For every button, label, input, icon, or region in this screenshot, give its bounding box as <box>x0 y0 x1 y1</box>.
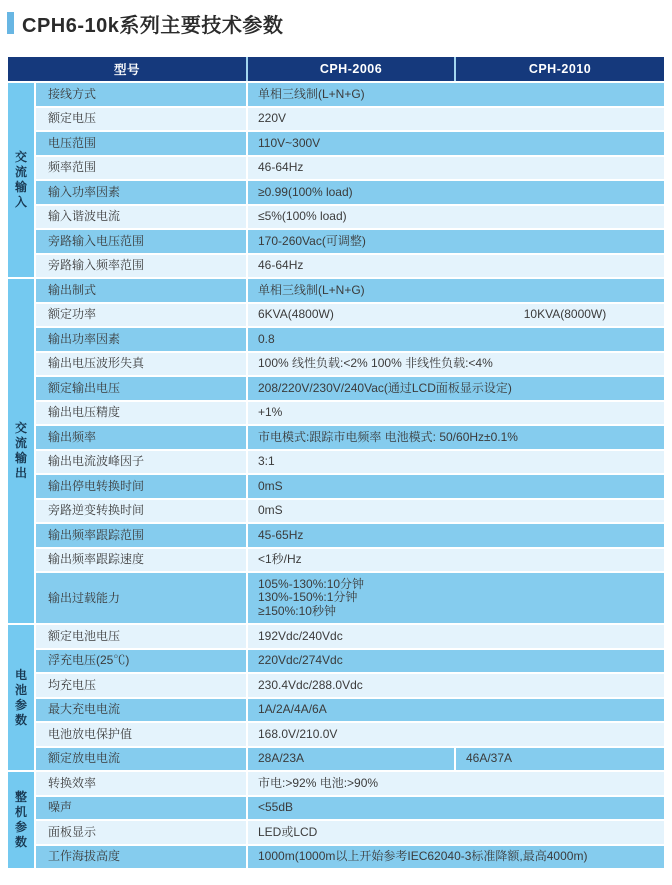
category-label-char: 池 <box>14 682 27 697</box>
spec-table <box>8 57 664 868</box>
param-label: 旁路输入频率范围 <box>36 255 246 278</box>
category-label-char: 参 <box>14 820 27 834</box>
param-label: 输出频率跟踪范围 <box>36 524 246 547</box>
param-value: 100% 线性负载:<2% 100% 非线性负载:<4% <box>248 353 664 376</box>
param-value-line: ≥150%:10秒钟 <box>258 603 336 618</box>
param-value-cph-2010: 10KVA(8000W) <box>523 307 607 322</box>
category-label-char: 流 <box>14 165 27 179</box>
header-cell-cph-2006: CPH-2006 <box>248 57 454 81</box>
category-label-char: 流 <box>14 436 27 450</box>
param-label: 最大充电电流 <box>36 699 246 722</box>
param-value: 220Vdc/274Vdc <box>248 650 664 673</box>
param-label: 噪声 <box>36 797 246 820</box>
param-value: 单相三线制(L+N+G) <box>248 83 664 106</box>
param-value-cph-2006: 6KVA(4800W) <box>258 307 334 322</box>
category-label-char: 输 <box>14 180 27 194</box>
param-label: 额定功率 <box>36 304 246 327</box>
category-label-char: 出 <box>14 466 27 480</box>
category-label-char: 数 <box>14 835 27 849</box>
param-label: 电池放电保护值 <box>36 723 246 746</box>
param-value: 1A/2A/4A/6A <box>248 699 664 722</box>
param-label: 输出频率 <box>36 426 246 449</box>
param-label: 额定输出电压 <box>36 377 246 400</box>
param-value: 45-65Hz <box>248 524 664 547</box>
param-value: 0mS <box>248 475 664 498</box>
param-value: 单相三线制(L+N+G) <box>248 279 664 302</box>
param-value: ≥0.99(100% load) <box>248 181 664 204</box>
param-label: 额定放电电流 <box>36 748 246 771</box>
table-header-row <box>8 57 664 81</box>
section-ac-input <box>8 83 34 277</box>
param-value: 170-260Vac(可调整) <box>248 230 664 253</box>
param-value: 110V~300V <box>248 132 664 155</box>
param-value-cph-2010: 46A/37A <box>456 748 664 771</box>
param-value: 3:1 <box>248 451 664 474</box>
param-value: 230.4Vdc/288.0Vdc <box>248 674 664 697</box>
param-value: 市电模式:跟踪市电频率 电池模式: 50/60Hz±0.1% <box>248 426 664 449</box>
param-value: <55dB <box>248 797 664 820</box>
param-value <box>248 304 664 327</box>
param-label: 输出电压精度 <box>36 402 246 425</box>
param-value: 46-64Hz <box>248 255 664 278</box>
param-label: 输出停电转换时间 <box>36 475 246 498</box>
category-label-char: 电 <box>14 667 27 682</box>
param-label: 输出频率跟踪速度 <box>36 549 246 572</box>
param-label: 浮充电压(25℃) <box>36 650 246 673</box>
param-value: 208/220V/230V/240Vac(通过LCD面板显示设定) <box>248 377 664 400</box>
param-label: 频率范围 <box>36 157 246 180</box>
header-cell-cph-2010: CPH-2010 <box>456 57 664 81</box>
category-label-char: 交 <box>14 421 27 435</box>
page-title-block <box>7 8 672 38</box>
param-value <box>248 573 664 623</box>
param-value: 0mS <box>248 500 664 523</box>
param-label: 输出电流波峰因子 <box>36 451 246 474</box>
param-label: 额定电池电压 <box>36 625 246 648</box>
param-value: 1000m(1000m以上开始参考IEC62040-3标准降额,最高4000m) <box>248 846 664 869</box>
param-value-line: 130%-150%:1分钟 <box>258 590 358 605</box>
table-body <box>8 83 664 868</box>
param-value: LED或LCD <box>248 821 664 844</box>
param-label: 旁路逆变转换时间 <box>36 500 246 523</box>
param-label: 转换效率 <box>36 772 246 795</box>
page-title: CPH6-10k系列主要技术参数 <box>22 14 284 37</box>
param-value: +1% <box>248 402 664 425</box>
param-label: 输入功率因素 <box>36 181 246 204</box>
param-label: 工作海拔高度 <box>36 846 246 869</box>
param-label: 输出过载能力 <box>36 573 246 623</box>
category-label-char: 整 <box>14 790 27 804</box>
param-value: 0.8 <box>248 328 664 351</box>
category-label-char: 入 <box>14 195 27 209</box>
category-label-char: 输 <box>14 451 27 465</box>
category-label-char: 机 <box>14 805 27 819</box>
param-label: 电压范围 <box>36 132 246 155</box>
section-ac-output <box>8 279 34 623</box>
param-label: 输入谐波电流 <box>36 206 246 229</box>
category-label-char: 交 <box>14 150 27 164</box>
param-label: 接线方式 <box>36 83 246 106</box>
param-label: 输出制式 <box>36 279 246 302</box>
category-label-char: 参 <box>14 697 27 712</box>
param-label: 旁路输入电压范围 <box>36 230 246 253</box>
title-accent-bar-icon <box>7 12 14 34</box>
param-value: 市电:>92% 电池:>90% <box>248 772 664 795</box>
param-value: <1秒/Hz <box>248 549 664 572</box>
param-value: 220V <box>248 108 664 131</box>
param-value-cph-2006: 28A/23A <box>248 748 454 771</box>
param-value: 46-64Hz <box>248 157 664 180</box>
param-value: ≤5%(100% load) <box>248 206 664 229</box>
category-label-char: 数 <box>14 712 27 727</box>
param-label: 额定电压 <box>36 108 246 131</box>
param-value: 168.0V/210.0V <box>248 723 664 746</box>
header-cell-model: 型号 <box>8 57 246 81</box>
section-unit-params <box>8 772 34 868</box>
param-label: 均充电压 <box>36 674 246 697</box>
section-battery-params <box>8 625 34 770</box>
param-label: 输出电压波形失真 <box>36 353 246 376</box>
param-label: 面板显示 <box>36 821 246 844</box>
param-label: 输出功率因素 <box>36 328 246 351</box>
param-value-line: 105%-130%:10分钟 <box>258 576 365 591</box>
param-value: 192Vdc/240Vdc <box>248 625 664 648</box>
